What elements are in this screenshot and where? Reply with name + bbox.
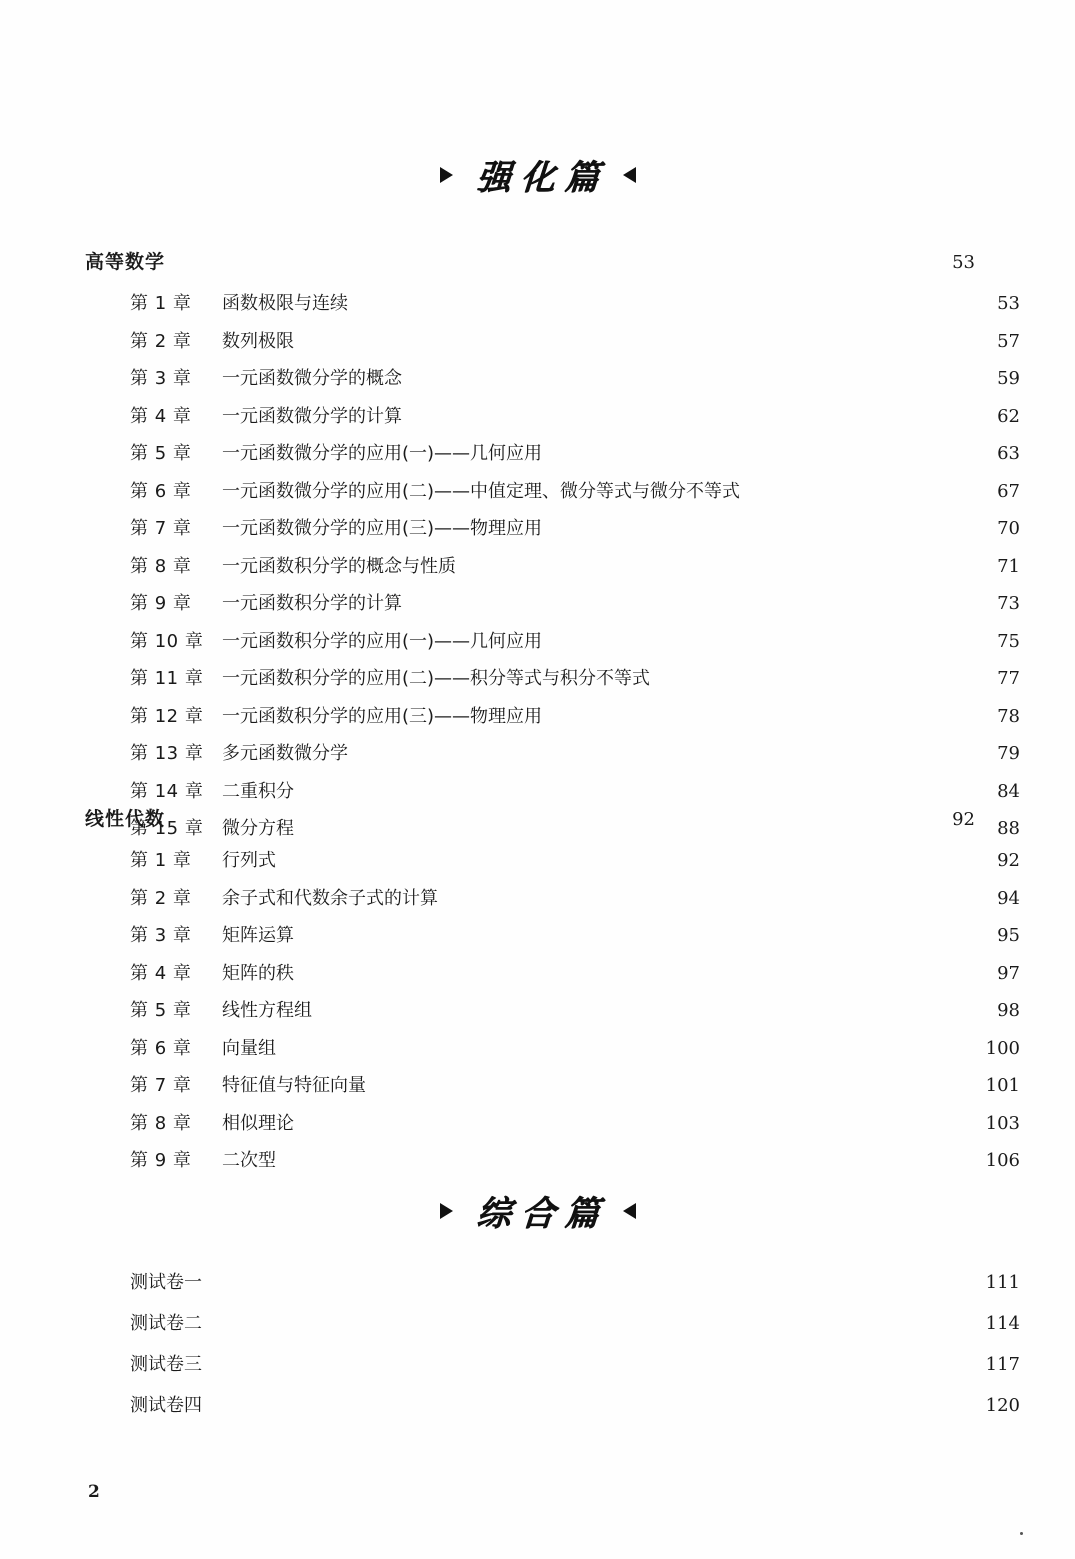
chapter-number: 第 13 章 [130, 743, 204, 764]
leader-dots [303, 779, 971, 797]
leader-dots [285, 1036, 971, 1054]
leader-dots [551, 516, 971, 534]
leader-dots [211, 1352, 971, 1370]
table-row[interactable] [85, 1105, 1020, 1143]
table-row[interactable] [85, 1142, 1020, 1180]
page-folio-number: 2 [88, 1482, 100, 1502]
chapter-number: 第 4 章 [130, 962, 192, 984]
leader-dots [551, 704, 971, 722]
chapter-page-number: 79 [997, 743, 1020, 764]
chapter-number: 第 9 章 [130, 593, 192, 614]
chapter-page-number: 73 [997, 593, 1020, 614]
test-paper-title: 测试卷二 [130, 1313, 202, 1334]
chapter-page-number: 71 [997, 555, 1020, 577]
chapter-page-number: 77 [997, 668, 1020, 689]
chapter-number: 第 10 章 [130, 630, 204, 652]
table-row[interactable] [85, 548, 1020, 586]
toc-section-test-papers [85, 1262, 1020, 1426]
chapter-title: 一元函数积分学的应用(三)——物理应用 [222, 705, 543, 727]
leader-dots [303, 329, 971, 347]
chapter-title: 数列极限 [222, 330, 294, 352]
table-row[interactable] [85, 660, 1020, 698]
table-row[interactable] [85, 435, 1020, 473]
triangle-left-icon [440, 167, 453, 183]
leader-dots [659, 666, 971, 684]
leader-dots [411, 591, 971, 609]
part-title-text: 综合篇 [474, 1194, 610, 1234]
table-row[interactable] [85, 992, 1020, 1030]
chapter-title: 函数极限与连续 [222, 293, 348, 314]
chapter-number: 第 7 章 [130, 518, 192, 539]
section-heading-row[interactable] [85, 800, 975, 839]
triangle-right-icon [623, 1203, 636, 1219]
table-row[interactable] [85, 1262, 1020, 1303]
section-heading-row[interactable] [85, 243, 975, 282]
chapter-title: 一元函数积分学的概念与性质 [222, 555, 456, 577]
chapter-page-number: 67 [997, 480, 1020, 502]
table-row[interactable] [85, 698, 1020, 736]
table-row[interactable] [85, 585, 1020, 623]
leader-dots [447, 886, 971, 904]
test-paper-title: 测试卷一 [130, 1272, 202, 1293]
chapter-title: 一元函数积分学的计算 [222, 593, 402, 614]
chapter-title: 一元函数积分学的应用(二)——积分等式与积分不等式 [222, 668, 651, 689]
part-title-comprehensive [0, 1186, 1075, 1235]
chapter-number: 第 3 章 [130, 925, 192, 946]
table-row[interactable] [85, 398, 1020, 436]
leader-dots [285, 848, 971, 866]
chapter-number: 第 7 章 [130, 1075, 192, 1096]
chapter-page-number: 57 [997, 330, 1020, 352]
chapter-page-number: 88 [997, 818, 1020, 839]
chapter-page-number: 98 [997, 1000, 1020, 1021]
table-row[interactable] [85, 510, 1020, 548]
chapter-title: 行列式 [222, 850, 276, 871]
leader-dots [303, 923, 971, 941]
test-paper-page-number: 120 [985, 1395, 1020, 1416]
chapter-title: 多元函数微分学 [222, 743, 348, 764]
chapter-number: 第 8 章 [130, 555, 192, 577]
chapter-page-number: 78 [997, 705, 1020, 727]
corner-mark [1020, 1532, 1023, 1535]
leader-dots [211, 1311, 971, 1329]
leader-dots [211, 1270, 971, 1288]
chapter-page-number: 84 [997, 780, 1020, 802]
chapter-number: 第 1 章 [130, 850, 192, 871]
table-row[interactable] [85, 1303, 1020, 1344]
table-row[interactable] [85, 842, 1020, 880]
chapter-title: 一元函数微分学的应用(一)——几何应用 [222, 443, 543, 464]
leader-dots [211, 1393, 971, 1411]
section-page-number: 92 [952, 809, 975, 830]
leader-dots [411, 366, 971, 384]
chapter-number: 第 12 章 [130, 705, 204, 727]
chapter-number: 第 2 章 [130, 330, 192, 352]
table-row[interactable] [85, 735, 1020, 773]
test-paper-page-number: 114 [985, 1313, 1020, 1334]
leader-dots [749, 479, 971, 497]
test-paper-title: 测试卷三 [130, 1354, 202, 1375]
chapter-page-number: 53 [997, 293, 1020, 314]
chapter-title: 矩阵的秩 [222, 962, 294, 984]
leader-dots [285, 1148, 971, 1166]
chapter-page-number: 97 [997, 962, 1020, 984]
chapter-number: 第 1 章 [130, 293, 192, 314]
leader-dots [174, 806, 926, 825]
leader-dots [411, 404, 971, 422]
chapter-title: 一元函数积分学的应用(一)——几何应用 [222, 630, 543, 652]
leader-dots [465, 554, 971, 572]
chapter-number: 第 6 章 [130, 480, 192, 502]
leader-dots [321, 998, 971, 1016]
chapter-page-number: 106 [985, 1150, 1020, 1171]
part-title-intensive [0, 150, 1075, 199]
leader-dots [551, 441, 971, 459]
part-title-text: 强化篇 [474, 158, 610, 198]
table-row[interactable] [85, 917, 1020, 955]
table-row[interactable] [85, 1030, 1020, 1068]
chapter-page-number: 62 [997, 405, 1020, 427]
test-paper-page-number: 117 [985, 1354, 1020, 1375]
chapter-title: 特征值与特征向量 [222, 1075, 366, 1096]
chapter-title: 二重积分 [222, 780, 294, 802]
chapter-title: 一元函数微分学的概念 [222, 368, 402, 389]
leader-dots [375, 1073, 971, 1091]
chapter-page-number: 70 [997, 518, 1020, 539]
chapter-number: 第 14 章 [130, 780, 204, 802]
chapter-number: 第 2 章 [130, 887, 192, 909]
chapter-number: 第 9 章 [130, 1150, 192, 1171]
chapter-page-number: 101 [985, 1075, 1020, 1096]
chapter-page-number: 92 [997, 850, 1020, 871]
chapter-number: 第 3 章 [130, 368, 192, 389]
chapter-title: 一元函数微分学的应用(三)——物理应用 [222, 518, 543, 539]
chapter-page-number: 59 [997, 368, 1020, 389]
chapter-number: 第 11 章 [130, 668, 204, 689]
chapter-title: 微分方程 [222, 818, 294, 839]
chapter-title: 余子式和代数余子式的计算 [222, 887, 438, 909]
chapter-number: 第 5 章 [130, 1000, 192, 1021]
leader-dots [174, 249, 926, 268]
leader-dots [357, 741, 971, 759]
chapter-number: 第 15 章 [130, 818, 204, 839]
chapter-title: 相似理论 [222, 1112, 294, 1134]
chapter-title: 向量组 [222, 1037, 276, 1059]
chapter-number: 第 6 章 [130, 1037, 192, 1059]
table-row[interactable] [85, 323, 1020, 361]
leader-dots [303, 961, 971, 979]
chapter-page-number: 95 [997, 925, 1020, 946]
leader-dots [551, 629, 971, 647]
chapter-number: 第 8 章 [130, 1112, 192, 1134]
leader-dots [303, 1111, 971, 1129]
table-row[interactable] [85, 623, 1020, 661]
chapter-title: 线性方程组 [222, 1000, 312, 1021]
chapter-page-number: 103 [985, 1112, 1020, 1134]
table-row[interactable] [85, 360, 1020, 398]
table-row[interactable] [85, 880, 1020, 918]
leader-dots [357, 291, 971, 309]
table-row[interactable] [85, 1067, 1020, 1105]
toc-section-advanced-math [85, 243, 1020, 848]
chapter-title: 矩阵运算 [222, 925, 294, 946]
chapter-page-number: 75 [997, 630, 1020, 652]
triangle-left-icon [440, 1203, 453, 1219]
table-row[interactable] [85, 1344, 1020, 1385]
chapter-page-number: 63 [997, 443, 1020, 464]
chapter-title: 一元函数微分学的计算 [222, 405, 402, 427]
chapter-title: 一元函数微分学的应用(二)——中值定理、微分等式与微分不等式 [222, 480, 741, 502]
chapter-title: 二次型 [222, 1150, 276, 1171]
section-name: 高等数学 [85, 251, 166, 273]
triangle-right-icon [623, 167, 636, 183]
section-page-number: 53 [952, 252, 975, 273]
test-paper-page-number: 111 [985, 1272, 1020, 1293]
table-row[interactable] [85, 955, 1020, 993]
chapter-page-number: 100 [985, 1037, 1020, 1059]
test-paper-title: 测试卷四 [130, 1395, 202, 1416]
section-name: 线性代数 [85, 808, 166, 830]
table-row[interactable] [85, 285, 1020, 323]
chapter-number: 第 4 章 [130, 405, 192, 427]
table-row[interactable] [85, 473, 1020, 511]
table-row[interactable] [85, 1385, 1020, 1426]
chapter-page-number: 94 [997, 887, 1020, 909]
chapter-number: 第 5 章 [130, 443, 192, 464]
